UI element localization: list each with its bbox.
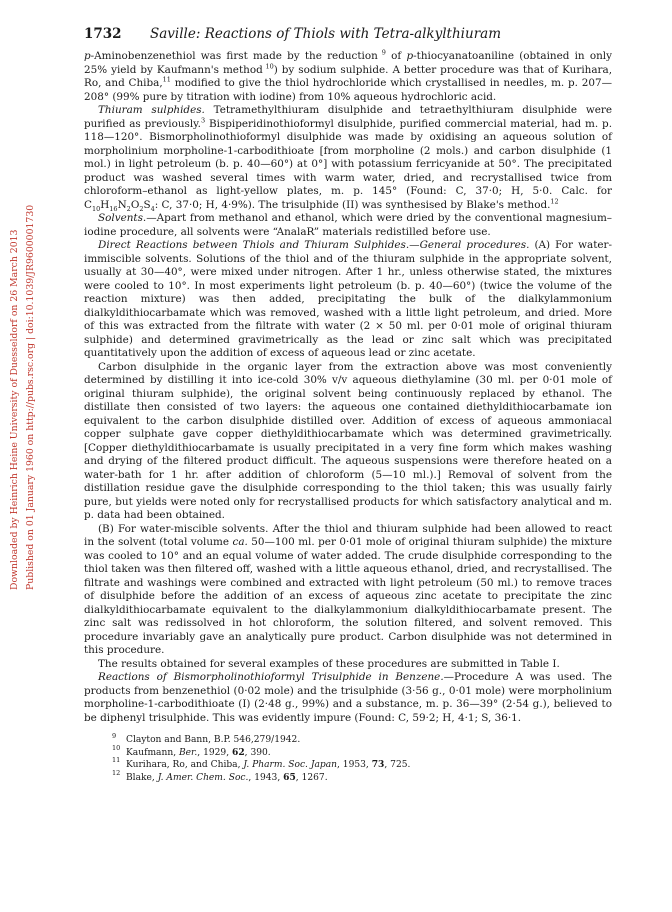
paragraph-trisulphide-reactions (84, 671, 612, 725)
text-run: Carbon disulphide in the organic layer from the extraction above was most conveniently determined by distilling it into ice-cold 30% v/v aqueous diethylamine (30 ml. per 0·01 mole of original thiuram sulphide), the original solvent being continuously replaced by ethanol. The distillate then consisted of two layers: the aqueous one contained diethyldithiocarbamate ion equivalent to the carbon disulphide distilled over. Addition of excess of aqueous ammoniacal copper sulphate gave copper diethyldithiocarbamate which was determined gravimetrically. [Copper diethyldithiocarbamate is usually precipitated in a very fine form which makes washing and drying of the filtered product difficult. The aqueous suspensions were therefore heated on a water-bath for 1 hr. after addition of chloroform (5—10 ml.).] Removal of solvent from the distillation residue gave the disulphide corresponding to the thiol taken; this was usually fairly pure, but yields were noted only for recrystallised products for which satisfactory analytical and m. p. data had been obtained. (84, 360, 612, 521)
formula-subscript: 4 (150, 204, 155, 213)
footnote-page: , 390. (244, 747, 271, 758)
text-run: (B) For water-miscible solvents. After the thiol and thiuram sulphide had been allowed to react in the solvent (total volume (84, 522, 612, 548)
formula-subscript: 10 (91, 204, 101, 213)
footnote-volume: 65 (283, 771, 296, 783)
text-run: —Apart from methanol and ethanol, which were dried by the conventional magnesium–iodine procedure, all solvents were “AnalaR” materials redistilled before use. (84, 212, 612, 238)
footnote-volume: 62 (232, 746, 245, 758)
footnote-volume: 73 (371, 759, 385, 771)
section-heading: Reactions of Bismorpholinothioformyl Trisulphide in Benzene. (98, 671, 444, 683)
italic-prefix: p (84, 50, 91, 62)
reference-mark: 11 (162, 75, 171, 84)
footnote-year: , 1953, (337, 760, 372, 771)
footnote-author: Kaufmann, (126, 747, 179, 758)
journal-page (84, 26, 612, 784)
download-note: Downloaded by Heinrich Heine University of Duesseldorf on 26 March 2013 (9, 229, 20, 590)
paragraph-general-procedures (84, 239, 612, 361)
paragraph-thiuram-sulphides (84, 104, 612, 212)
article-body (84, 50, 612, 725)
footnote-year: , 1929, (197, 747, 233, 758)
footnote-number: 10 (112, 743, 121, 752)
section-heading: Thiuram sulphides. (98, 104, 205, 116)
text-run: modified to give the thiol hydrochloride which crystallised in needles, m. p. 207—208° (99% pure by titration with iodine) from 10% aqueous hydrochloric acid. (84, 77, 613, 103)
italic-abbrev: ca. (232, 536, 248, 548)
text-run: Tetramethylthiuram disulphide and tetraethylthiuram disulphide were purified as previously. (84, 104, 612, 130)
text-run: —Procedure A was used. The products from benzenethiol (0·02 mole) and the trisulphide (3·56 g., 0·01 mole) were morpholinium morpholine-1-carbodithioate (I) (2·48 g., 99%) and a substance, m. p. 36—39° (2·54 g.), believed to be diphenyl trisulphide. This was evidently impure (Found: C, 59·2; H, 4·1; S, 36·1. (84, 671, 612, 724)
footnote-text: Clayton and Bann, B.P. 546,279/1942. (126, 735, 301, 745)
formula-element: H (100, 198, 110, 211)
footnote-journal: J. Amer. Chem. Soc. (157, 772, 249, 783)
footnote-journal: Ber. (178, 747, 198, 758)
footnote-page: , 1267. (295, 772, 328, 783)
formula-element: N (117, 198, 127, 211)
footnote-12 (112, 768, 612, 785)
footnote-journal: J. Pharm. Soc. Japan (243, 760, 337, 771)
running-title: Saville: Reactions of Thiols with Tetra-alkylthiuram (150, 26, 501, 42)
text-run: : C, 37·0; H, 4·9%). The trisulphide (II) was synthesised by Blake's method. (154, 198, 551, 211)
formula-element: O (130, 198, 140, 211)
text-run: The results obtained for several examples of these procedures are submitted in Table I. (98, 657, 560, 670)
paragraph-carbon-disulphide (84, 361, 612, 523)
page-header (84, 26, 612, 46)
footnote-year: , 1943, (248, 772, 284, 783)
publication-note: Published on 01 January 1960 on http://pubs.rsc.org | doi:10.1039/JR9600001730 (25, 204, 36, 590)
text-run: -thiocyanatoaniline (obtained in only 25% yield by Kaufmann's method (84, 50, 612, 76)
reference-mark: 10 (262, 62, 274, 71)
formula-subscript: 2 (126, 204, 131, 213)
footnote-page: , 725. (384, 760, 411, 771)
paragraph-solvents (84, 212, 612, 239)
formula-subscript: 2 (139, 204, 144, 213)
footnote-number: 9 (112, 731, 117, 740)
text-run: Bispiperidinothioformyl disulphide, purified commercial material, had m. p. 118—120°. Bismorpholinothioformyl disulphide was made by oxidising an aqueous solution of morpholinium morpholine-1-carbodithioate [from morpholine (2 mols.) and carbon disulphide (1 mol.) in light petroleum (b. p. 40—60°) at 0°] with potassium ferricyanide at 50°. The precipitated product was washed several times with warm water, dried, and recrystallised twice from chloroform–ethanol as light-yellow plates, m. p. 145° (Found: C, 37·0; H, 5·0. Calc. for C (84, 117, 612, 211)
text-run: ) by sodium sulphide. A better procedure was that of Kurihara, Ro, and Chiba, (84, 63, 612, 89)
paragraph-results (84, 658, 612, 672)
reference-mark: 9 (377, 48, 386, 57)
footnote-9 (112, 731, 612, 747)
footnote-10 (112, 743, 612, 760)
footnote-author: Kurihara, Ro, and Chiba, (126, 760, 244, 771)
text-run: (A) For water-immiscible solvents. Solutions of the thiol and of the thiuram sulphide in the appropriate solvent, usually at 30—40°, were mixed under nitrogen. After 1 hr., unless otherwise stated, the mixtures were cooled to 10°. In most experiments light petroleum (b. p. 40—60°) (twice the volume of the reaction mixture) was then added, precipitating the bulk of the dialkylammonium dialkyldithiocarbamate which was removed, washed with a little light petroleum, and dried. More of this was extracted from the filtrate with water (2 × 50 ml. per 0·01 mole of original thiuram sulphide) and determined gravimetrically as the lead or zinc salt which was precipitated quantitatively upon the addition of excess of aqueous lead or zinc acetate. (84, 239, 612, 359)
formula-element: S (143, 198, 151, 211)
download-watermark (5, 170, 39, 590)
section-heading: Direct Reactions between Thiols and Thiuram Sulphides.—General procedures. (98, 239, 530, 251)
text-run: -Aminobenzenethiol was first made by the reduction (90, 50, 378, 62)
footnotes (84, 731, 612, 784)
formula-subscript: 16 (109, 204, 118, 213)
text-run: of (385, 50, 407, 62)
reference-mark: 3 (200, 116, 206, 125)
footnote-number: 11 (112, 756, 121, 765)
section-heading: Solvents. (98, 212, 147, 224)
footnote-author: Blake, (126, 772, 158, 783)
text-run: 50—100 ml. per 0·01 mole of original thiuram sulphide) the mixture was cooled to 10° and an equal volume of water added. The crude disulphide corresponding to the thiol taken was then filtered off, washed with a little aqueous ethanol, dried, and recrystallised. The filtrate and washings were combined and extracted with light petroleum (50 ml.) to remove traces of disulphide before the addition of an excess of aqueous zinc acetate to precipitate the zinc dialkyldithiocarbamate equivalent to the dialkylammonium dialkyldithiocarbamate present. The zinc salt was redissolved in hot chloroform, the solution filtered, and solvent removed. This procedure invariably gave an analytically pure product. Carbon disulphide was not determined in this procedure. (84, 536, 613, 656)
paragraph-aminobenzenethiol (84, 50, 612, 104)
page-number: 1732 (84, 26, 122, 42)
reference-mark: 12 (550, 197, 559, 206)
footnote-11 (112, 756, 612, 772)
italic-prefix: p (406, 50, 414, 62)
paragraph-water-miscible (84, 523, 612, 658)
footnote-number: 12 (112, 768, 121, 777)
